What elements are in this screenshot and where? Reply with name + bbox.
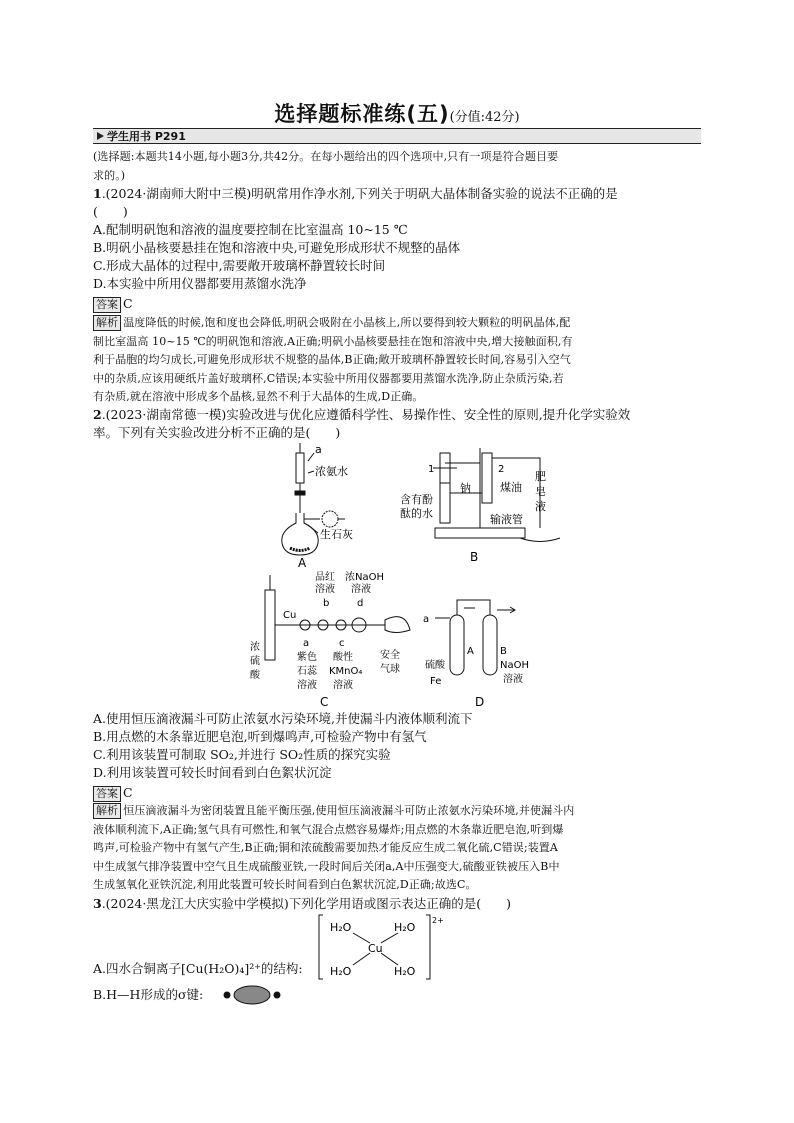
instructions-line: 求的。) — [93, 168, 126, 182]
fig-b-water-2: 酞的水 — [400, 507, 433, 520]
analysis-badge: 解析 — [93, 803, 121, 819]
option-c: C.形成大晶体的过程中,需要敞开玻璃杯静置较长时间 — [93, 258, 386, 273]
ligand-h2o: H₂O — [394, 921, 416, 934]
analysis-line: 中生成氢气排净装置中空气且生成硫酸亚铁,一段时间后关闭a,A中压强变大,硫酸亚铁被压入B中 — [93, 859, 560, 873]
fig-c-balloon-2: 气球 — [380, 664, 400, 675]
fig-b-na: 钠 — [460, 482, 471, 495]
fig-c-kmno4-1: 酸性 — [333, 652, 353, 663]
ligand-h2o: H₂O — [394, 965, 416, 978]
fig-c-balloon-1: 安全 — [380, 650, 400, 661]
analysis-line: 中的杂质,应该用硬纸片盖好玻璃杯,C错误;本实验中所用仪器都要用蒸馏水洗净,防止杂质污染,若 — [93, 371, 564, 385]
book-reference: 学生用书 P291 — [107, 130, 186, 143]
fig-b-caption: B — [470, 550, 479, 564]
analysis-line — [93, 314, 703, 333]
question-number: 2 — [93, 407, 102, 422]
analysis-badge: 解析 — [93, 315, 121, 331]
figures-cd — [245, 570, 545, 710]
question-2-stem-cont: 率。下列有关实验改进分析不正确的是( ) — [93, 425, 341, 440]
analysis-line: 有杂质,就在溶液中形成多个晶核,显然不利于大晶体的生成,D正确。 — [93, 390, 424, 403]
question-3-stem — [93, 895, 703, 913]
fig-c-cu: Cu — [283, 610, 297, 621]
fig-c-naoh-1: 浓NaOH — [345, 572, 384, 583]
fig-c-naoh-2: 溶液 — [351, 584, 371, 595]
question-2 — [93, 406, 703, 442]
fig-b-kerosene: 煤油 — [500, 481, 522, 494]
fig-c-acid-1: 浓 — [250, 642, 260, 653]
fig-c-litmus-3: 溶液 — [297, 680, 317, 691]
h-nucleus — [274, 992, 281, 999]
fig-d-caption: D — [475, 695, 485, 709]
fig-b-soap-1: 肥 — [535, 470, 546, 483]
option-b: B.明矾小晶核要悬挂在饱和溶液中央,可避免形成形状不规整的晶体 — [93, 240, 461, 255]
copper-complex-structure — [318, 913, 444, 983]
fig-b-1: 1 — [428, 464, 435, 475]
question-2-options — [93, 710, 703, 802]
question-3-option-b — [93, 986, 703, 1004]
option-a: A.配制明矾饱和溶液的温度要控制在比室温高 10~15 ℃ — [93, 222, 408, 237]
fig-c-kmno4-3: 溶液 — [333, 680, 353, 691]
fig-c-pin-1: 品红 — [315, 572, 335, 583]
fig-a-lime: 生石灰 — [320, 528, 353, 541]
fig-c-d: d — [357, 598, 364, 609]
answer-badge: 答案 — [93, 786, 121, 802]
question-2-analysis — [93, 802, 703, 895]
analysis-line: 液体顺利流下,A正确;氢气具有可燃性,和氧气混合点燃容易爆炸;用点燃的木条靠近肥皂泡,听到爆 — [93, 822, 564, 836]
fig-c-pin-2: 溶液 — [315, 584, 335, 595]
question-stem-text: .(2024·黑龙江大庆实验中学模拟)下列化学用语或图示表达正确的是( ) — [101, 896, 511, 911]
fig-d-naoh-1: NaOH — [500, 660, 529, 671]
analysis-line — [93, 802, 703, 821]
option-c: C.利用该装置可制取 SO₂,并进行 SO₂性质的探究实验 — [93, 747, 391, 762]
question-1-stem — [93, 185, 703, 203]
question-2-stem — [93, 406, 703, 424]
fig-c-acid-2: 硫 — [250, 656, 260, 667]
sigma-bond-diagram — [222, 984, 282, 1006]
answer-line — [93, 784, 703, 802]
option-b: B.用点燃的木条靠近肥皂泡,听到爆鸣声,可检验产物中有氢气 — [93, 729, 427, 744]
fig-c-litmus-2: 石蕊 — [297, 666, 317, 677]
fig-c-litmus-1: 紫色 — [297, 652, 317, 663]
analysis-line: 利于晶胞的均匀成长,可避免形成形状不规整的晶体,B正确;敞开玻璃杯静置较长时间,容易引入空气 — [93, 353, 571, 366]
orbital-overlap — [234, 986, 270, 1004]
answer-line — [93, 295, 703, 313]
fig-a-caption: A — [298, 556, 307, 570]
fig-b-soap-3: 液 — [535, 500, 546, 513]
fig-b-water-1: 含有酚 — [400, 493, 433, 506]
fig-c-kmno4-2: KMnO₄ — [329, 666, 363, 677]
title-text: 选择题标准练(五) — [274, 102, 450, 126]
instructions — [93, 148, 703, 185]
analysis-line: 生成氢氧化亚铁沉淀,利用此装置可较长时间看到白色絮状沉淀,D正确;故选C。 — [93, 878, 477, 891]
central-cu: Cu — [368, 942, 383, 955]
figures-ab — [270, 443, 560, 568]
option-a: A.四水合铜离子[Cu(H₂O)₄]²⁺的结构: — [93, 961, 303, 976]
answer-blank: ( ) — [93, 204, 128, 219]
fig-b-2: 2 — [498, 464, 505, 475]
fig-c-caption: C — [320, 695, 329, 709]
answer-badge: 答案 — [93, 297, 121, 313]
analysis-text: 恒压滴液漏斗为密闭装置且能平衡压强,使用恒压滴液漏斗可防止浓氨水污染环境,并使漏斗内 — [123, 804, 575, 817]
page-title — [0, 98, 794, 128]
h-nucleus — [224, 992, 231, 999]
fig-d-naoh-2: 溶液 — [503, 674, 523, 685]
option-d: D.利用该装置可较长时间看到白色絮状沉淀 — [93, 765, 332, 780]
fig-d-acid: 硫酸 — [425, 660, 445, 671]
question-1-analysis — [93, 314, 703, 407]
option-a: A.使用恒压滴液漏斗可防止浓氨水污染环境,并使漏斗内液体顺利流下 — [93, 711, 473, 726]
fig-c-a: a — [303, 638, 310, 649]
fig-d-fe: Fe — [430, 676, 442, 687]
ligand-h2o: H₂O — [330, 965, 352, 978]
answer-value: C — [123, 785, 133, 800]
question-3-stem-line — [93, 895, 703, 913]
option-d: D.本实验中所用仪器都要用蒸馏水洗净 — [93, 276, 307, 291]
option-b: B.H—H形成的σ键: — [93, 987, 204, 1002]
analysis-line: 制比室温高 10~15 ℃的明矾饱和溶液,A正确;明矾小晶核要悬挂在饱和溶液中央,增大接触面积,有 — [93, 334, 573, 348]
question-1 — [93, 185, 703, 313]
fig-a-ammonia: 浓氨水 — [315, 465, 348, 478]
book-reference-bar — [93, 128, 701, 144]
question-stem-text: .(2023·湖南常德一模)实验改进与优化应遵循科学性、易操作性、安全性的原则,提升化学实验效 — [101, 407, 631, 422]
ligand-h2o: H₂O — [330, 921, 352, 934]
question-number: 3 — [93, 896, 102, 911]
fig-b-soap-2: 皂 — [535, 485, 546, 498]
complex-charge: 2+ — [432, 916, 444, 925]
fig-b-tube: 输液管 — [490, 513, 523, 526]
analysis-line: 鸣声,可检验产物中有氢气产生,B正确;铜和浓硫酸需要加热才能反应生成二氧化硫,C错误;装置A — [93, 841, 558, 854]
question-stem-text: .(2024·湖南师大附中三模)明矾常用作净水剂,下列关于明矾大晶体制备实验的说法不正确的是 — [101, 186, 618, 201]
answer-value: C — [123, 296, 133, 311]
fig-c-c: c — [339, 638, 345, 649]
fig-d-B: B — [500, 646, 507, 657]
analysis-text: 温度降低的时候,饱和度也会降低,明矾会吸附在小晶核上,所以要得到较大颗粒的明矾晶体,配 — [123, 316, 571, 329]
fig-d-a: a — [423, 614, 430, 625]
fig-c-b: b — [323, 598, 330, 609]
instructions-line: (选择题:本题共14小题,每小题3分,共42分。在每小题给出的四个选项中,只有一项是符合题目要 — [93, 150, 559, 163]
arrow-icon — [97, 132, 104, 140]
question-number: 1 — [93, 186, 102, 201]
score-text: (分值:42分) — [449, 110, 520, 125]
fig-a-label-a: a — [315, 443, 322, 456]
fig-c-acid-3: 酸 — [250, 670, 260, 681]
fig-d-A: A — [467, 646, 474, 657]
